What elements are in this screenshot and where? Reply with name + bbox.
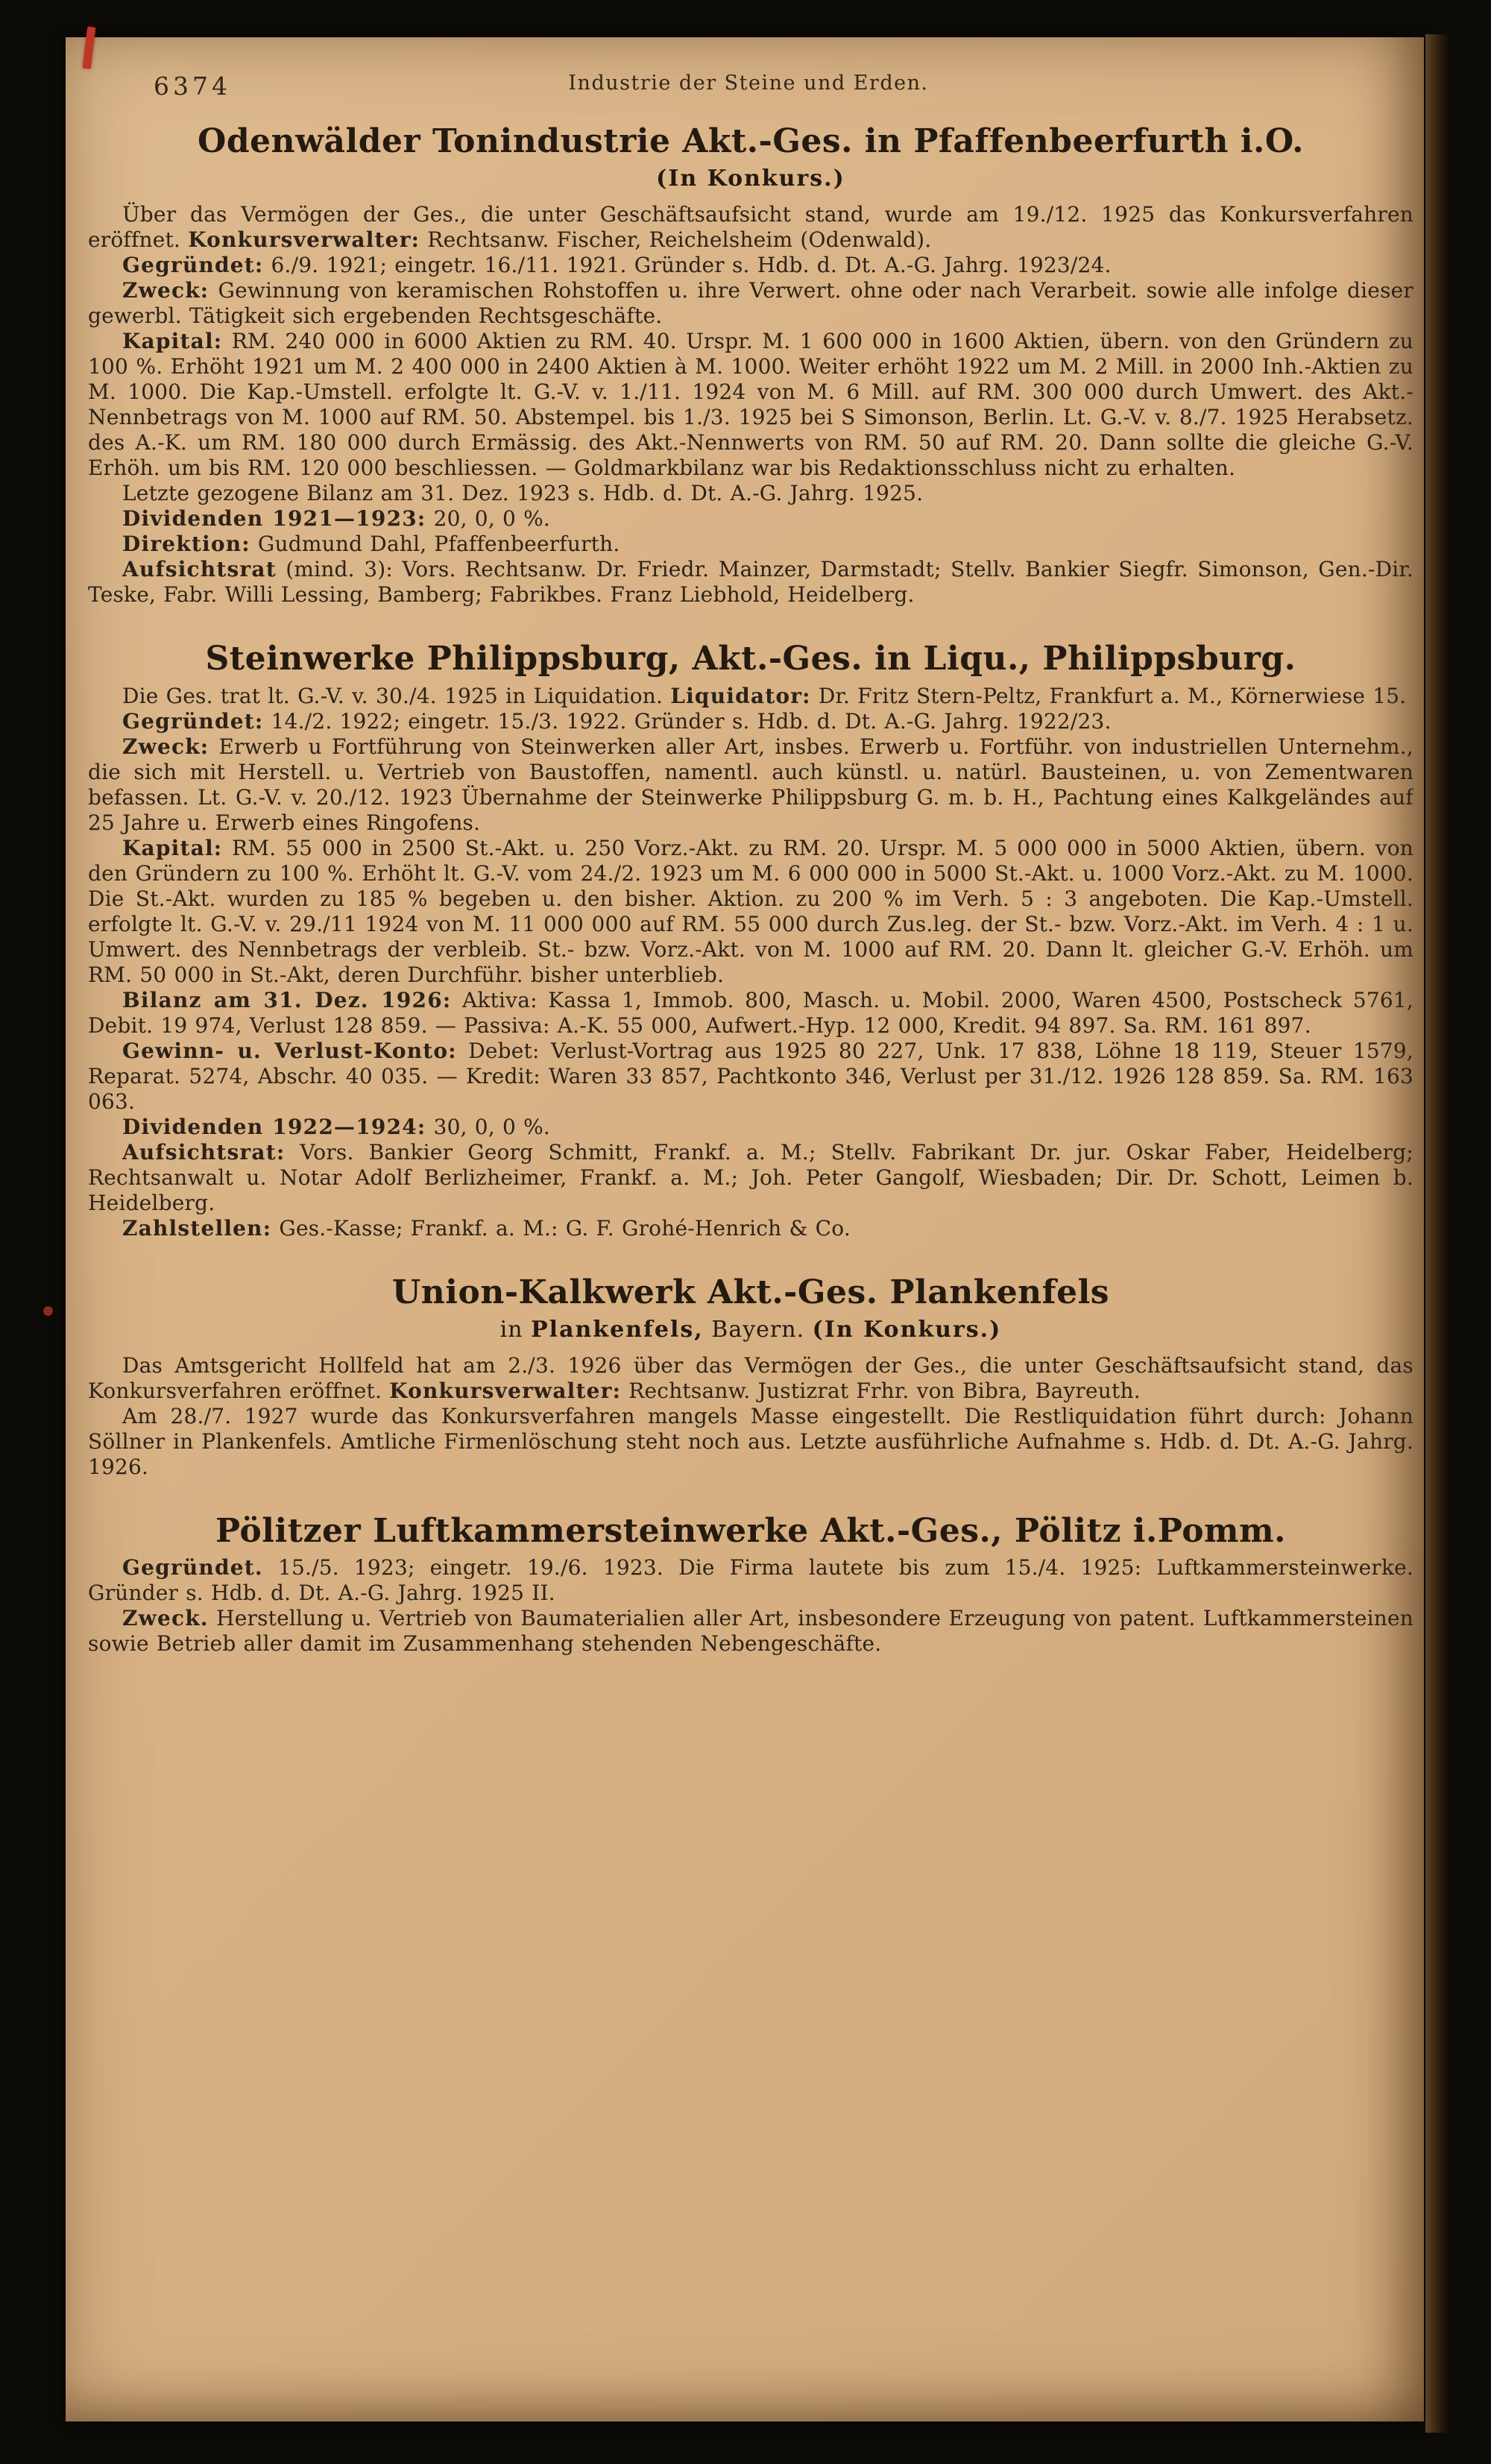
entry-paragraphs [88,202,1413,608]
page-paper [66,37,1424,2422]
text-segment: 30, 0, 0 %. [426,1114,551,1139]
text-segment: Kapital: [122,835,223,860]
text-segment: Liquidator: [670,683,811,708]
text-segment: 15./5. 1923; eingetr. 19./6. 1923. Die Firma lautete bis zum 15./4. 1925: Luftkammersteinwerke. Gründer s. Hdb. d. Dt. A.-G. Jahrg. 1925 II. [88,1555,1413,1606]
text-segment: Gewinn- u. Verlust-Konto: [122,1038,457,1063]
entry-paragraphs [88,684,1413,1241]
text-segment: Aktiva: Kassa 1, Immob. 800, Masch. u. Mobil. 2000, Waren 4500, Postscheck 5761, Debit. 19 974, Verlust 128 859. — Passiva: A.-K. 55 000, Aufwert.-Hyp. 12 000, Kredit. 94 897. Sa. RM. 161 897. [88,987,1413,1038]
text-segment: Zahlstellen: [122,1215,272,1241]
entry-paragraph [88,532,1413,557]
entry-poelitzer-luftkammersteinwerke [88,1513,1413,1657]
text-segment: Konkursverwalter: [389,1378,622,1403]
text-segment: Dividenden 1922—1924: [122,1114,426,1139]
text-segment: Ges.-Kasse; Frankf. a. M.: G. F. Grohé-Henrich & Co. [271,1215,851,1241]
text-segment: Plankenfels, [531,1316,704,1343]
text-segment: Erwerb u Fortführung von Steinwerken aller Art, insbes. Erwerb u. Fortführ. von industriellen Unternehm., die sich mit Herstell. u. Vertrieb von Baustoffen, namentl. auch künstl. u. natürl. Bausteinen, u. von Zementwaren befassen. Lt. G.-V. v. 20./12. 1923 Übernahme der Steinwerke Philippsburg G. m. b. H., Pachtung eines Kalkgeländes auf 25 Jahre u. Erwerb eines Ringofens. [88,734,1413,835]
text-segment: Herstellung u. Vertrieb von Baumaterialien aller Art, insbesondere Erzeugung von patent. Luftkammersteinen sowie Betrieb aller damit im Zusammenhang stehenden Nebengeschäfte. [88,1606,1413,1657]
entry-paragraph [88,557,1413,608]
entry-paragraphs [88,1555,1413,1657]
entry-paragraph [88,481,1413,506]
text-segment: Zweck: [122,734,209,759]
text-segment: Am 28./7. 1927 wurde das Konkursverfahren mangels Masse eingestellt. Die Restliquidation führt durch: Johann Söllner in Plankenfels. Amtliche Firmenlöschung steht noch aus. Letzte ausführliche Aufnahme s. Hdb. d. Dt. A.-G. Jahrg. 1926. [88,1403,1413,1479]
text-segment: RM. 55 000 in 2500 St.-Akt. u. 250 Vorz.-Akt. zu RM. 20. Urspr. M. 5 000 000 in 5000 Aktien, übern. von den Gründern zu 100 %. Erhöht lt. G.-V. vom 24./2. 1923 um M. 6 000 000 in 5000 St.-Akt. u. 1000 Vorz.-Akt. zu M. 1000. Die St.-Akt. wurden zu 185 % begeben u. den bisher. Aktion. zu 200 % im Verh. 5 : 3 angeboten. Die Kap.-Umstell. erfolgte lt. G.-V. v. 29./11 1924 von M. 11 000 000 auf RM. 55 000 durch Zus.leg. der St.- bzw. Vorz.-Akt. im Verh. 4 : 1 u. Umwert. des Nennbetrags der verbleib. St.- bzw. Vorz.-Akt. von M. 1000 auf RM. 20. Dann lt. gleicher G.-V. Erhöh. um RM. 50 000 in St.-Akt, deren Durchführ. bisher unterblieb. [88,835,1413,987]
entry-paragraph [88,988,1413,1039]
entry-subtitle [88,1317,1413,1343]
text-segment: Gegründet: [122,708,264,734]
entry-odenwaelder-tonindustrie [88,123,1413,608]
text-segment: 6./9. 1921; eingetr. 16./11. 1921. Gründer s. Hdb. d. Dt. A.-G. Jahrg. 1923/24. [263,253,1112,278]
text-segment: Aufsichtsrat: [122,1139,286,1165]
text-segment: (In Konkurs.) [812,1316,1002,1343]
text-segment: Gegründet. [122,1555,263,1581]
entry-title: Steinwerke Philippsburg, Akt.-Ges. in Liqu., Philippsburg. [205,640,1296,678]
entry-title: Odenwälder Tonindustrie Akt.-Ges. in Pfaffenbeerfurth i.O. [198,122,1304,160]
text-segment: Direktion: [122,532,250,557]
entry-title: Union-Kalkwerk Akt.-Ges. Plankenfels [391,1273,1110,1311]
entry-paragraph [88,1216,1413,1241]
text-segment: Bayern. [703,1316,813,1343]
entry-paragraph [88,278,1413,329]
text-segment: 20, 0, 0 %. [426,506,551,532]
entry-paragraph [88,1404,1413,1480]
page-content [88,72,1413,2407]
entry-paragraph [88,1039,1413,1115]
page-header [88,72,1409,101]
text-segment: Zweck: [122,278,209,303]
entry-subtitle [88,166,1413,192]
text-segment: Dividenden 1921—1923: [122,506,426,532]
text-segment: Rechtsanw. Fischer, Reichelsheim (Odenwald). [420,227,932,253]
text-segment: Konkursverwalter: [188,227,420,253]
entry-paragraph [88,684,1413,709]
text-segment: (In Konkurs.) [656,166,845,192]
text-segment: Debet: Verlust-Vortrag aus 1925 80 227, Unk. 17 838, Löhne 18 119, Steuer 1579, Reparat. 5274, Abschr. 40 035. — Kredit: Waren 33 857, Pachtkonto 346, Verlust per 31./12. 1926 128 859. Sa. RM. 163 063. [88,1038,1413,1114]
text-segment: Die Ges. trat lt. G.-V. v. 30./4. 1925 in Liquidation. [122,683,671,708]
text-segment: Rechtsanw. Justizrat Frhr. von Bibra, Bayreuth. [621,1378,1141,1403]
text-segment: (mind. 3): Vors. Rechtsanw. Dr. Friedr. Mainzer, Darmstadt; Stellv. Bankier Siegfr. Simonson, Gen.-Dir. Teske, Fabr. Willi Lessing, Bamberg; Fabrikbes. Franz Liebhold, Heidelberg. [88,557,1413,608]
entry-paragraphs [88,1353,1413,1480]
entry-paragraph [88,1353,1413,1404]
text-segment: Das Amtsgericht Hollfeld hat am 2./3. 1926 über das Vermögen der Ges., die unter Geschäftsaufsicht stand, das Konkursverfahren eröffnet. [88,1352,1413,1403]
entry-paragraph [88,734,1413,836]
text-segment: Zweck. [122,1606,209,1631]
entry-paragraph [88,709,1413,734]
red-margin-mark [83,27,96,69]
entry-paragraph [88,1140,1413,1216]
text-segment: RM. 240 000 in 6000 Aktien zu RM. 40. Urspr. M. 1 600 000 in 1600 Aktien, übern. von den Gründern zu 100 %. Erhöht 1921 um M. 2 400 000 in 2400 Aktien à M. 1000. Weiter erhöht 1922 um M. 2 Mill. in 2000 Inh.-Aktien zu M. 1000. Die Kap.-Umstell. erfolgte lt. G.-V. v. 1./11. 1924 von M. 6 Mill. auf RM. 300 000 durch Umwert. des Akt.-Nennbetrags von M. 1000 auf RM. 50. Abstempel. bis 1./3. 1925 bei S Simonson, Berlin. Lt. G.-V. v. 8./7. 1925 Herabsetz. des A.-K. um RM. 180 000 durch Ermässig. des Akt.-Nennwerts von RM. 50 auf RM. 20. Dann sollte die gleiche G.-V. Erhöh. um bis RM. 120 000 beschliessen. — Goldmarkbilanz war bis Redaktionsschluss nicht zu erhalten. [88,329,1413,481]
text-segment: Letzte gezogene Bilanz am 31. Dez. 1923 s. Hdb. d. Dt. A.-G. Jahrg. 1925. [122,481,924,506]
entry-paragraph [88,1115,1413,1140]
text-segment: Gudmund Dahl, Pfaffenbeerfurth. [250,532,620,557]
text-segment: Aufsichtsrat [122,557,277,582]
entry-paragraph [88,506,1413,532]
entry-steinwerke-philippsburg [88,640,1413,1241]
text-segment: Bilanz am 31. Dez. 1926: [122,987,452,1012]
text-segment: Vors. Bankier Georg Schmitt, Frankf. a. M.; Stellv. Fabrikant Dr. jur. Oskar Faber, Heidelberg; Rechtsanwalt u. Notar Adolf Berlizheimer, Frankf. a. M.; Joh. Peter Gangolf, Wiesbaden; Dir. Dr. Schott, Leimen b. Heidelberg. [88,1139,1413,1215]
entry-paragraph [88,329,1413,481]
entry-paragraph [88,1606,1413,1657]
text-segment: 14./2. 1922; eingetr. 15./3. 1922. Gründer s. Hdb. d. Dt. A.-G. Jahrg. 1922/23. [263,708,1112,734]
entry-union-kalkwerk [88,1274,1413,1480]
margin-dot [43,1306,53,1316]
next-page-edge [1425,34,1448,2433]
text-segment: in [499,1316,532,1343]
running-header: Industrie der Steine und Erden. [568,72,929,95]
text-segment: Kapital: [122,329,223,354]
text-segment: Über das Vermögen der Ges., die unter Geschäftsaufsicht stand, wurde am 19./12. 1925 das Konkursverfahren eröffnet. [88,202,1413,253]
page-number: 6374 [154,72,231,101]
entry-paragraph [88,836,1413,988]
text-segment: Gegründet: [122,253,264,278]
entry-paragraph [88,1555,1413,1606]
entry-title: Pölitzer Luftkammersteinwerke Akt.-Ges., Pölitz i.Pomm. [215,1511,1286,1550]
text-segment: Dr. Fritz Stern-Peltz, Frankfurt a. M., Körnerwiese 15. [810,683,1407,708]
text-segment: Gewinnung von keramischen Rohstoffen u. ihre Verwert. ohne oder nach Verarbeit. sowie alle infolge dieser gewerbl. Tätigkeit sich ergebenden Rechtsgeschäfte. [88,278,1413,329]
entry-paragraph [88,202,1413,253]
entry-paragraph [88,253,1413,278]
